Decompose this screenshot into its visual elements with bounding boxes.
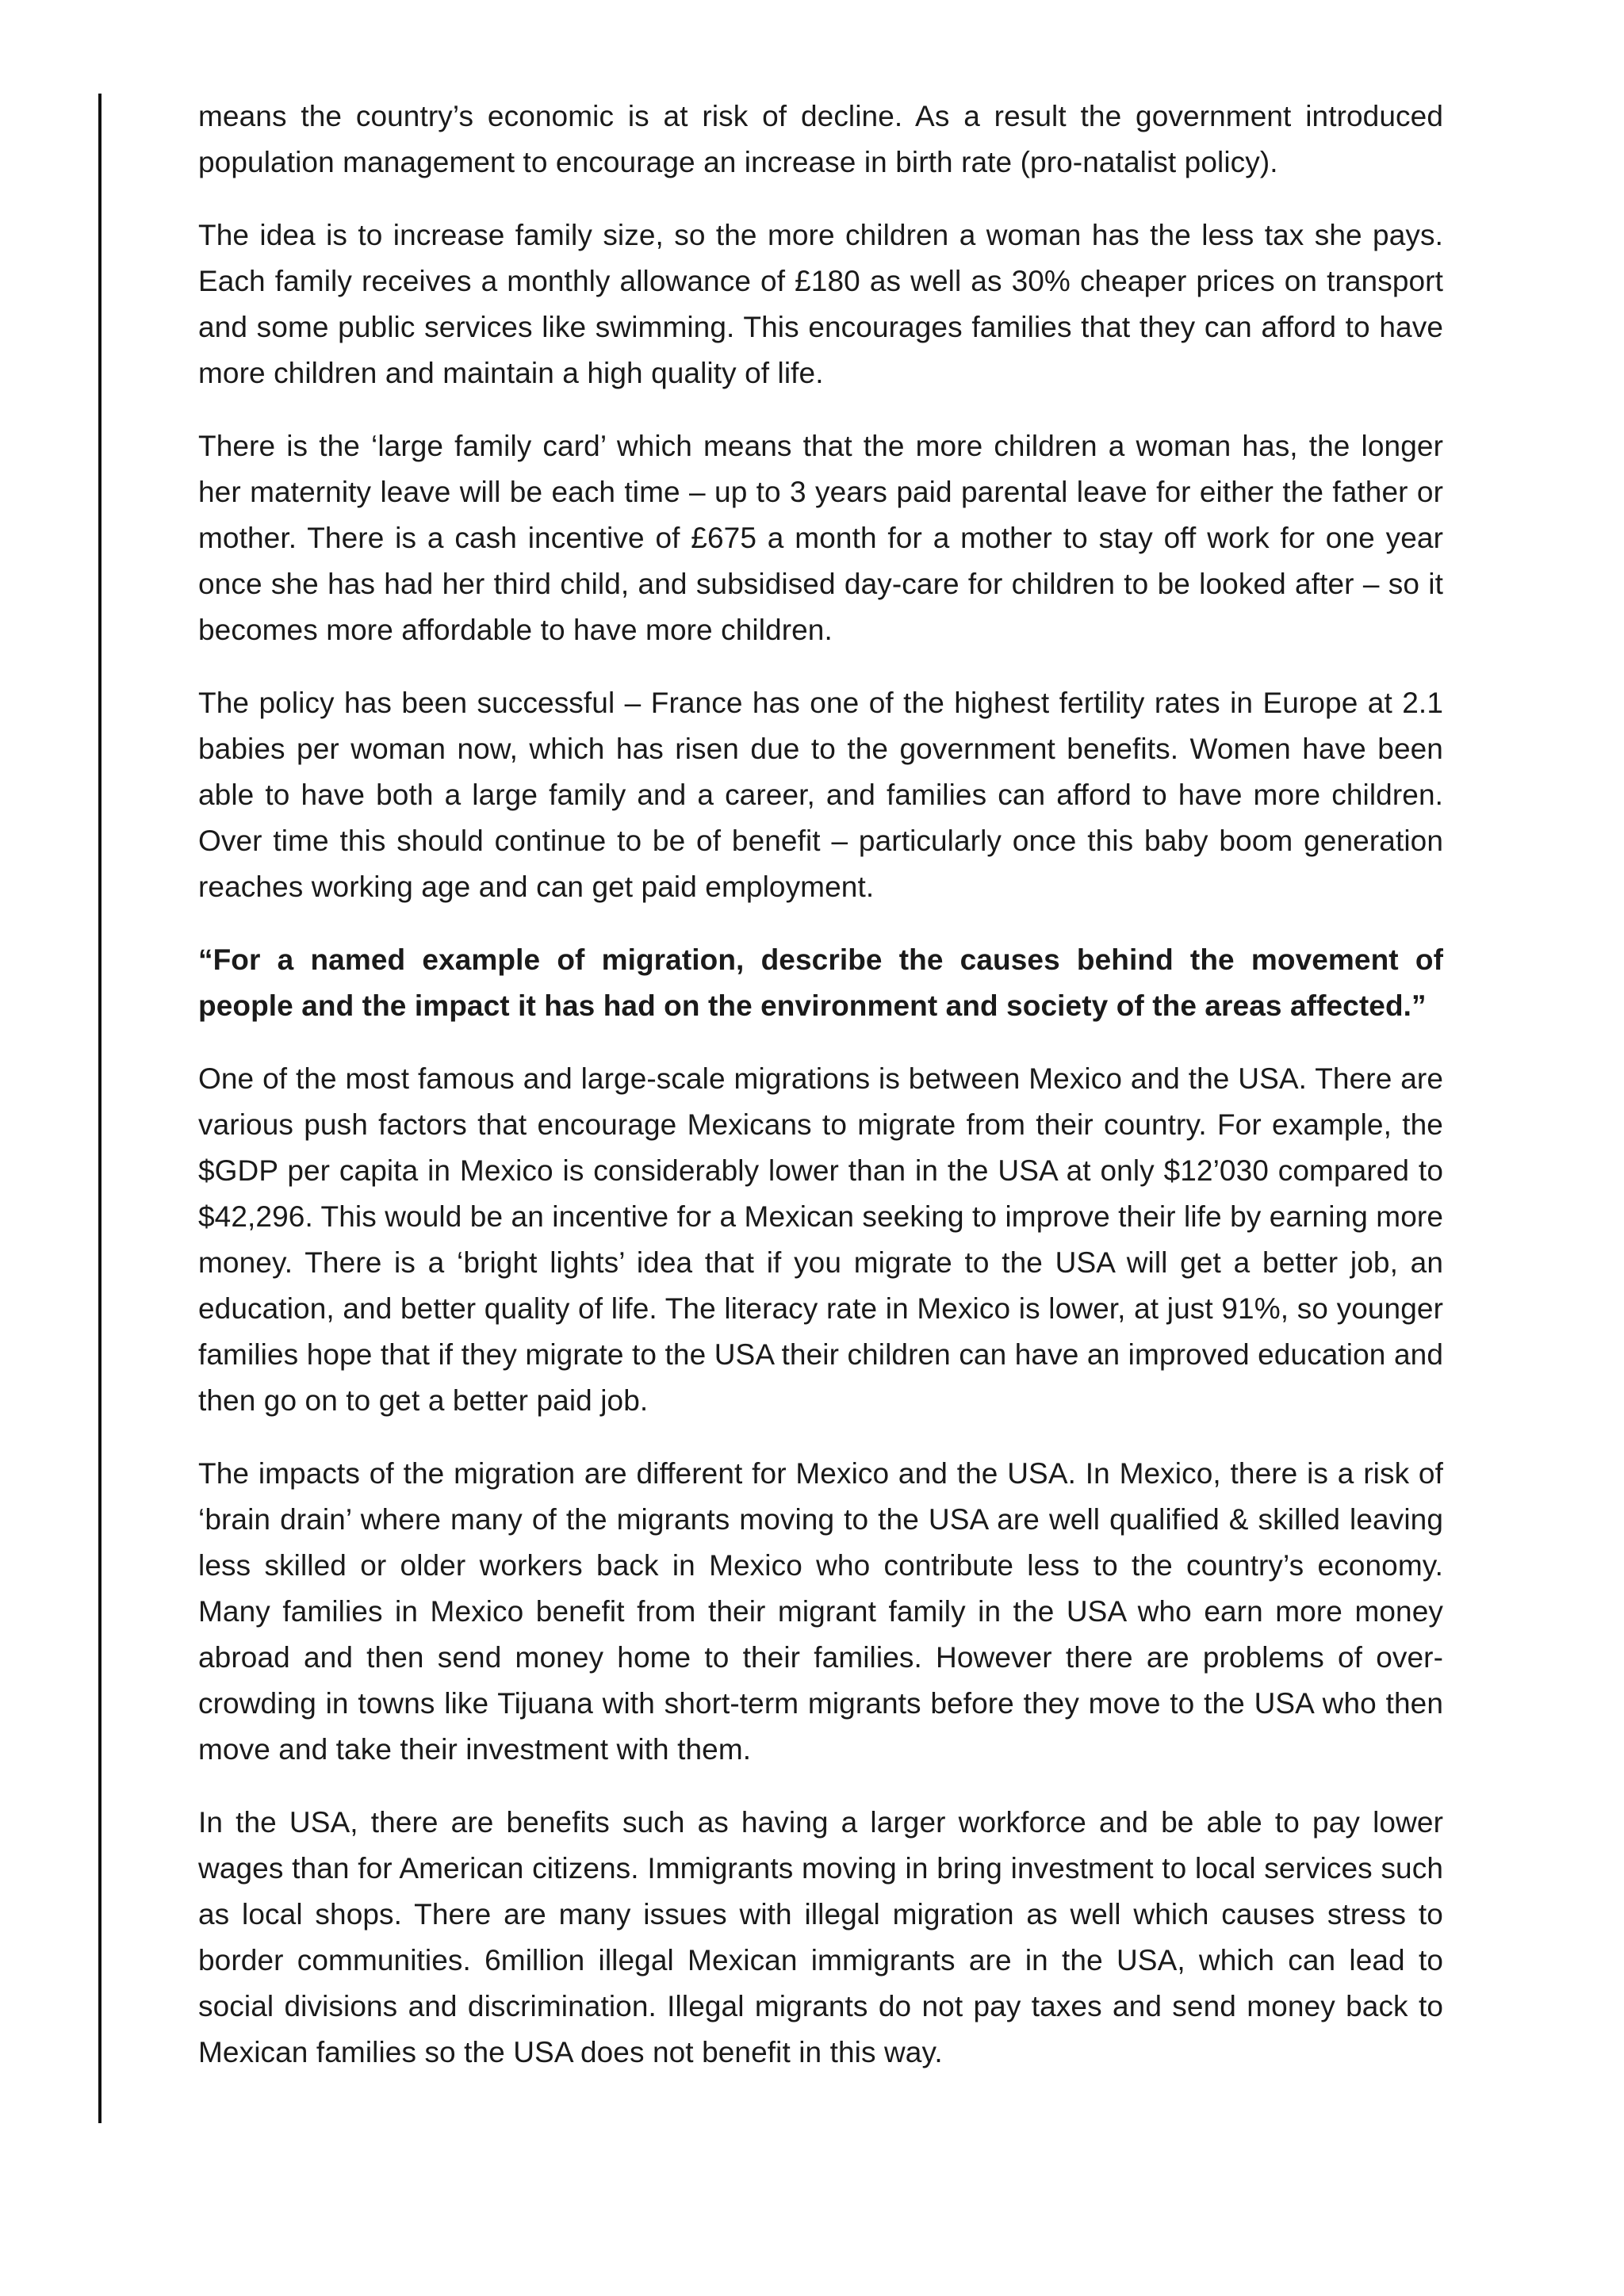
body-paragraph: In the USA, there are benefits such as having a larger workforce and be able to pay lower wages than for American citizens. Immigrants moving in bring investment to local services such as local shops. There are many issues with illegal migration as well which causes stress to border communities. 6million illegal Mexican immigrants are in the USA, which can lead to social divisions and discrimination. Illegal migrants do not pay taxes and send money back to Mexican families so the USA does not benefit in this way. — [198, 1806, 1443, 2068]
body-paragraph: The idea is to increase family size, so the more children a woman has the less tax she pays. Each family receives a monthly allowance of £180 as well as 30% cheaper prices on transport and some public services like swimming. This encourages families that they can afford to have more children and maintain a high quality of life. — [198, 219, 1443, 389]
body-paragraph: There is the ‘large family card’ which means that the more children a woman has, the longer her maternity leave will be each time – up to 3 years paid parental leave for either the father or mother. There is a cash incentive of £675 a month for a mother to stay off work for one year once she has had her third child, and subsidised day-care for children to be looked after – so it becomes more affordable to have more children. — [198, 430, 1443, 646]
document-body — [198, 94, 1443, 2103]
margin-rule — [98, 94, 102, 2123]
body-paragraph: The impacts of the migration are different for Mexico and the USA. In Mexico, there is a risk of ‘brain drain’ where many of the migrants moving to the USA are well qualified & skilled leaving less skilled or older workers back in Mexico who contribute less to the country’s economy. Many families in Mexico benefit from their migrant family in the USA who earn more money abroad and then send money home to their families. However there are problems of over-crowding in towns like Tijuana with short-term migrants before they move to the USA who then move and take their investment with them. — [198, 1457, 1443, 1766]
body-paragraph: means the country’s economic is at risk of decline. As a result the government introduced population management to encourage an increase in birth rate (pro-natalist policy). — [198, 100, 1443, 178]
body-paragraph: One of the most famous and large-scale migrations is between Mexico and the USA. There are various push factors that encourage Mexicans to migrate from their country. For example, the $GDP per capita in Mexico is considerably lower than in the USA at only $12’030 compared to $42,296. This would be an incentive for a Mexican seeking to improve their life by earning more money. There is a ‘bright lights’ idea that if you migrate to the USA will get a better job, an education, and better quality of life. The literacy rate in Mexico is lower, at just 91%, so younger families hope that if they migrate to the USA their children can have an improved education and then go on to get a better paid job. — [198, 1062, 1443, 1417]
question-heading: “For a named example of migration, describe the causes behind the movement of people and the impact it has had on the environment and society of the areas affected.” — [198, 943, 1443, 1022]
body-paragraph: The policy has been successful – France has one of the highest fertility rates in Europe at 2.1 babies per woman now, which has risen due to the government benefits. Women have been able to have both a large family and a career, and families can afford to have more children. Over time this should continue to be of benefit – particularly once this baby boom generation reaches working age and can get paid employment. — [198, 687, 1443, 903]
